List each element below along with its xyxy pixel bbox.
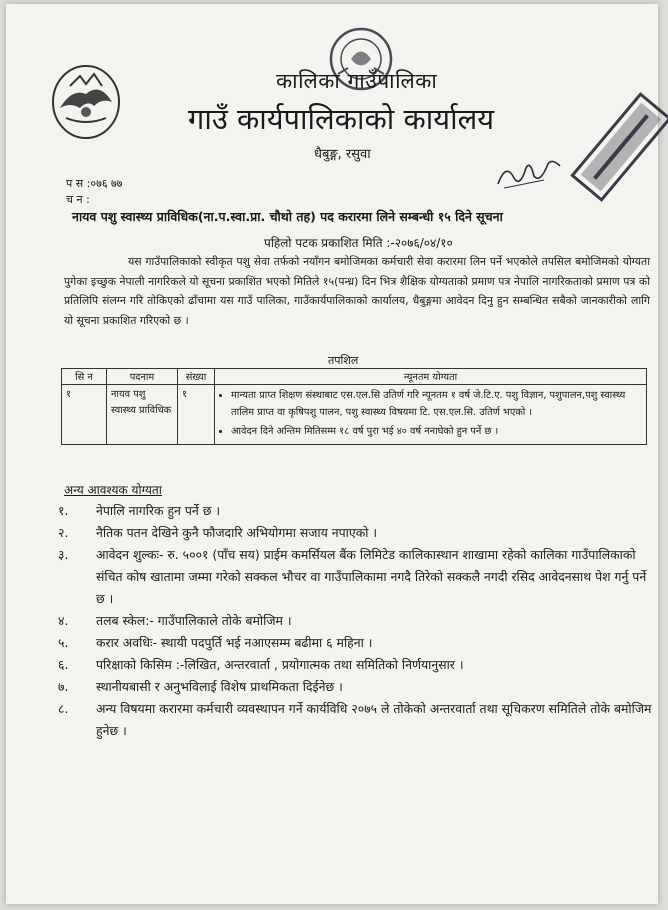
list-item: ६. परिक्षाको किसिम :-लिखित, अन्तरवार्ता , प्रयोगात्मक तथा समितिको निर्णयानुसार । bbox=[58, 657, 464, 672]
office-name: गाउँ कार्यपालिकाको कार्यालय bbox=[188, 102, 495, 136]
document-page bbox=[6, 4, 658, 904]
table-header-row bbox=[62, 369, 647, 385]
cell-count: १ bbox=[178, 385, 215, 445]
qualification-item: • मान्यता प्राप्त शिक्षण संस्थाबाट एस.एल.सि उतिर्ण गरि न्यूनतम १ वर्ष जे.टि.ए. पशु विज्ञान, पशुपालन,पशु स्वास्थ्य तालिम प्राप्त वा कृषिपशु पालन, पशु स्वास्थ्य विषयमा टि. एस.एल.सि. उतिर्ण भएको । bbox=[231, 387, 642, 421]
list-item: १. नेपालि नागरिक हुन पर्ने छ । bbox=[58, 503, 221, 518]
cell-qualification bbox=[215, 385, 647, 445]
cell-post: नायव पशु स्वास्थ्य प्राविधिक bbox=[107, 385, 178, 445]
letter-number: प स :०७६ ७७ bbox=[66, 177, 123, 190]
col-header-post: पदनाम bbox=[107, 369, 178, 385]
table-row bbox=[62, 385, 647, 445]
dispatch-number: च न : bbox=[66, 193, 90, 206]
notice-title: नायव पशु स्वास्थ्य प्राविधिक(ना.प.स्वा.प्रा. चौथो तह) पद करारमा लिने सम्बन्धी १५ दिने सूचना bbox=[72, 209, 503, 224]
list-item: ५. करार अवधिः- स्थायी पदपुर्ति भई नआएसम्म बढीमा ६ महिना । bbox=[58, 635, 373, 650]
table-caption: तपशिल bbox=[328, 354, 359, 367]
cell-sn: १ bbox=[62, 385, 107, 445]
municipality-name: कालिका गाउँपालिका bbox=[276, 69, 438, 93]
list-item: ८. अन्य विषयमा करारमा कर्मचारी व्यवस्थापन गर्ने कार्यविधि २०७५ ले तोकेको अन्तरवार्ता तथा सूचिकरण समितिले तोके बमोजिम हुनेछ । bbox=[58, 701, 652, 738]
office-address: धैबुङ्ग, रसुवा bbox=[314, 147, 371, 162]
list-item: ३. आवेदन शुल्कः- रु. ५००१ (पाँच सय) प्राईम कमर्सियल बैंक लिमिटेड कालिकास्थान शाखामा रहेको कालिका गाउँपालिकाको संचित कोष खातामा जम्मा गरेको सक्कल भौचर वा गाउँपालिकामा नगदै तिरेको सक्कलै नगदी रसिद आवेदनसाथ पेश गर्नु पर्ने छ । bbox=[58, 547, 647, 606]
vacancy-table bbox=[61, 368, 647, 445]
notice-paragraph: यस गाउँपालिकाको स्वीकृत पशु सेवा तर्फको नयाँगन बमोजिमका कर्मचारी सेवा करारमा लिन पर्ने भएकोले तपसिल बमोजिमको योग्यता पुगेका इच्छुक नेपाली नागरिकले यो सूचना प्रकाशित भएको मितिले १५(पन्ध्र) दिन भित्र शैक्षिक योग्यताको प्रमाण पत्र नेपालि नागरिकताको प्रमाण पत्र को प्रतिलिपि संलग्न गरि तोकिएको ढाँचामा यस गाउँ पालिका, गाउँकार्यपालिकाको कार्यालय, धैबुङ्गमा आवेदन दिनु हुन सम्बन्धित सबैको जानकारीको लागि यो सूचना प्रकाशित गरिएको छ । bbox=[64, 255, 650, 327]
list-item: ४. तलब स्केल:- गाउँपालिकाले तोके बमोजिम । bbox=[58, 613, 292, 628]
col-header-qualification: न्यूनतम योग्यता bbox=[215, 369, 647, 385]
col-header-count: संख्या bbox=[178, 369, 215, 385]
list-item: २. नैतिक पतन देखिने कुनै फौजदारि अभियोगमा सजाय नपाएको । bbox=[58, 525, 378, 540]
requirements-list bbox=[58, 500, 654, 742]
other-requirements-heading: अन्य आवश्यक योग्यता bbox=[64, 483, 162, 497]
nepal-emblem-logo bbox=[50, 62, 122, 142]
qualification-item: • आवेदन दिने अन्तिम मितिसम्म १८ वर्ष पुरा भई ४० वर्ष ननाघेको हुन पर्ने छ । bbox=[231, 423, 642, 440]
list-item: ७. स्थानीयबासी र अनुभविलाई विशेष प्राथमिकता दिईनेछ । bbox=[58, 679, 343, 694]
office-stamp bbox=[566, 92, 668, 202]
signature bbox=[494, 154, 564, 194]
publication-date: पहिलो पटक प्रकाशित मिति :-२०७६/०४/१० bbox=[264, 236, 453, 250]
col-header-sn: सि न bbox=[62, 369, 107, 385]
